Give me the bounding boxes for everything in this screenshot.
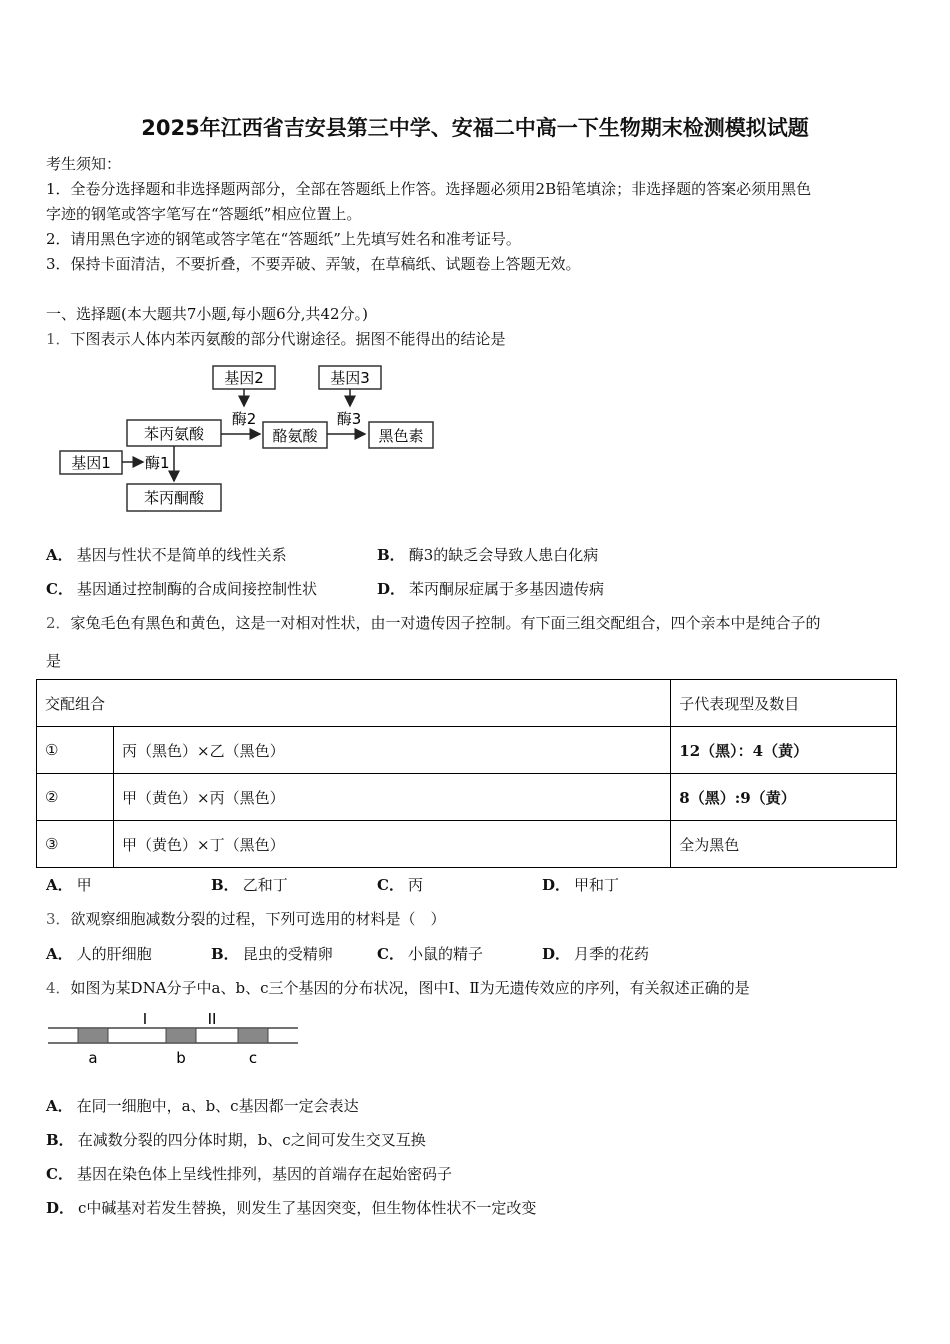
gene-c-segment bbox=[238, 1028, 268, 1043]
q2-option-c-text: 丙 bbox=[407, 876, 423, 894]
q1-option-c[interactable] bbox=[46, 578, 317, 599]
q1-option-d-letter: D． bbox=[377, 580, 406, 598]
question-1-number: 1． bbox=[46, 330, 71, 348]
page-title: 2025年江西省吉安县第三中学、安福二中高一下生物期末检测模拟试题 bbox=[141, 116, 809, 140]
q1-option-b[interactable] bbox=[377, 544, 598, 565]
gene-a-segment bbox=[78, 1028, 108, 1043]
question-3-number: 3． bbox=[46, 910, 71, 928]
q3-option-b-letter: B． bbox=[211, 945, 239, 963]
q4-option-d-text: c中碱基对若发生替换，则发生了基因突变，但生物体性状不一定改变 bbox=[78, 1199, 537, 1217]
notice-line-4: 3．保持卡面清洁，不要折叠，不要弄破、弄皱，在草稿纸、试题卷上答题无效。 bbox=[46, 255, 581, 273]
q3-option-c-text: 小鼠的精子 bbox=[407, 945, 483, 963]
table-cell-result: 全为黑色 bbox=[671, 821, 897, 868]
question-1-stem bbox=[46, 328, 506, 349]
cross-table bbox=[36, 679, 897, 868]
table-cell-cross: 丙（黑色）×乙（黑色） bbox=[114, 727, 671, 774]
q1-option-a-letter: A． bbox=[46, 546, 73, 564]
table-row bbox=[37, 821, 897, 868]
q4-option-d[interactable] bbox=[46, 1197, 536, 1218]
q1-option-b-text: 酶3的缺乏会导致人患白化病 bbox=[408, 546, 599, 564]
q1-option-b-letter: B． bbox=[377, 546, 405, 564]
q2-option-a[interactable] bbox=[46, 874, 92, 895]
region-ii-label: II bbox=[207, 1010, 217, 1028]
question-3-stem bbox=[46, 908, 446, 929]
q2-option-c-letter: C． bbox=[377, 876, 404, 894]
q4-option-b[interactable] bbox=[46, 1129, 426, 1150]
table-header-result: 子代表现型及数目 bbox=[671, 680, 897, 727]
q1-option-c-letter: C． bbox=[46, 580, 73, 598]
table-row bbox=[37, 774, 897, 821]
table-cell-cross: 甲（黄色）×丙（黑色） bbox=[114, 774, 671, 821]
q1-option-c-text: 基因通过控制酶的合成间接控制性状 bbox=[76, 580, 317, 598]
region-i-label: I bbox=[142, 1010, 148, 1028]
q1-option-a-text: 基因与性状不是简单的线性关系 bbox=[76, 546, 287, 564]
table-header-row bbox=[37, 680, 897, 727]
table-cell-result: 12（黑）：4（黄） bbox=[671, 727, 897, 774]
question-2-text-line2: 是 bbox=[46, 652, 62, 670]
table-cell-result: 8（黑）:9（黄） bbox=[671, 774, 897, 821]
question-4-number: 4． bbox=[46, 979, 71, 997]
q2-option-d-letter: D． bbox=[542, 876, 571, 894]
q2-option-b-letter: B． bbox=[211, 876, 239, 894]
q4-option-a[interactable] bbox=[46, 1095, 359, 1116]
q4-option-c-text: 基因在染色体上呈线性排列，基因的首端存在起始密码子 bbox=[76, 1165, 452, 1183]
q4-option-c-letter: C． bbox=[46, 1165, 73, 1183]
gene-b-segment bbox=[166, 1028, 196, 1043]
table-cell-id: ② bbox=[37, 774, 114, 821]
q1-option-d[interactable] bbox=[377, 578, 604, 599]
q2-option-a-letter: A． bbox=[46, 876, 73, 894]
question-2-text-line1: 家兔毛色有黑色和黄色，这是一对相对性状，由一对遗传因子控制。有下面三组交配组合，四个亲本中是纯合子的 bbox=[70, 614, 821, 632]
table-cell-cross: 甲（黄色）×丁（黑色） bbox=[114, 821, 671, 868]
q2-option-b-text: 乙和丁 bbox=[242, 876, 288, 894]
notice-line-1: 1．全卷分选择题和非选择题两部分，全部在答题纸上作答。选择题必须用2B铅笔填涂；非选择题的答案必须用黑色 bbox=[46, 180, 812, 198]
table-cell-id: ③ bbox=[37, 821, 114, 868]
dna-gene-diagram bbox=[46, 1005, 302, 1071]
table-row bbox=[37, 727, 897, 774]
gene3-label: 基因3 bbox=[330, 369, 370, 387]
q4-option-d-letter: D． bbox=[46, 1199, 75, 1217]
table-cell-id: ① bbox=[37, 727, 114, 774]
question-2-number: 2． bbox=[46, 614, 71, 632]
notice-heading: 考生须知： bbox=[46, 155, 122, 173]
notice-line-2: 字迹的钢笔或答字笔写在“答题纸”相应位置上。 bbox=[46, 205, 362, 223]
question-3-text: 欲观察细胞减数分裂的过程，下列可选用的材料是（ ） bbox=[70, 910, 446, 928]
gene-b-label: b bbox=[176, 1049, 186, 1067]
q3-option-d[interactable] bbox=[542, 943, 649, 964]
q3-option-a[interactable] bbox=[46, 943, 152, 964]
section-heading: 一、选择题(本大题共7小题,每小题6分,共42分。) bbox=[46, 305, 368, 323]
q2-option-c[interactable] bbox=[377, 874, 423, 895]
gene2-label: 基因2 bbox=[224, 369, 264, 387]
question-4-stem bbox=[46, 977, 750, 998]
question-1-text: 下图表示人体内苯丙氨酸的部分代谢途径。据图不能得出的结论是 bbox=[70, 330, 506, 348]
enzyme3-label: 酶3 bbox=[336, 410, 362, 428]
q2-option-a-text: 甲 bbox=[76, 876, 92, 894]
enzyme2-label: 酶2 bbox=[231, 410, 257, 428]
q1-option-a[interactable] bbox=[46, 544, 287, 565]
q2-option-b[interactable] bbox=[211, 874, 288, 895]
q4-option-b-text: 在减数分裂的四分体时期，b、c之间可发生交叉互换 bbox=[77, 1131, 426, 1149]
q3-option-c-letter: C． bbox=[377, 945, 404, 963]
question-4-text: 如图为某DNA分子中a、b、c三个基因的分布状况，图中Ⅰ、Ⅱ为无遗传效应的序列，有关叙述正确的是 bbox=[70, 979, 750, 997]
q3-option-b-text: 昆虫的受精卵 bbox=[242, 945, 333, 963]
notice-line-3: 2．请用黑色字迹的钢笔或答字笔在“答题纸”上先填写姓名和准考证号。 bbox=[46, 230, 521, 248]
q2-option-d-text: 甲和丁 bbox=[574, 876, 620, 894]
q3-option-a-text: 人的肝细胞 bbox=[76, 945, 152, 963]
q3-option-a-letter: A． bbox=[46, 945, 73, 963]
tyrosine-label: 酪氨酸 bbox=[272, 427, 318, 445]
q3-option-d-letter: D． bbox=[542, 945, 571, 963]
phenylpyruvate-label: 苯丙酮酸 bbox=[143, 489, 205, 507]
gene-a-label: a bbox=[88, 1049, 98, 1067]
q4-option-c[interactable] bbox=[46, 1163, 452, 1184]
phenylalanine-label: 苯丙氨酸 bbox=[143, 425, 205, 443]
q4-option-b-letter: B． bbox=[46, 1131, 74, 1149]
q2-option-d[interactable] bbox=[542, 874, 619, 895]
phenylalanine-pathway-diagram bbox=[55, 362, 445, 517]
q3-option-c[interactable] bbox=[377, 943, 483, 964]
q3-option-d-text: 月季的花药 bbox=[574, 945, 650, 963]
question-2-stem bbox=[46, 612, 821, 633]
gene1-label: 基因1 bbox=[71, 454, 111, 472]
q4-option-a-letter: A． bbox=[46, 1097, 73, 1115]
q1-option-d-text: 苯丙酮尿症属于多基因遗传病 bbox=[409, 580, 605, 598]
melanin-label: 黑色素 bbox=[378, 427, 424, 445]
table-header-cross: 交配组合 bbox=[37, 680, 671, 727]
q4-option-a-text: 在同一细胞中，a、b、c基因都一定会表达 bbox=[76, 1097, 359, 1115]
enzyme1-label: 酶1 bbox=[145, 454, 170, 472]
q3-option-b[interactable] bbox=[211, 943, 333, 964]
gene-c-label: c bbox=[248, 1049, 258, 1067]
